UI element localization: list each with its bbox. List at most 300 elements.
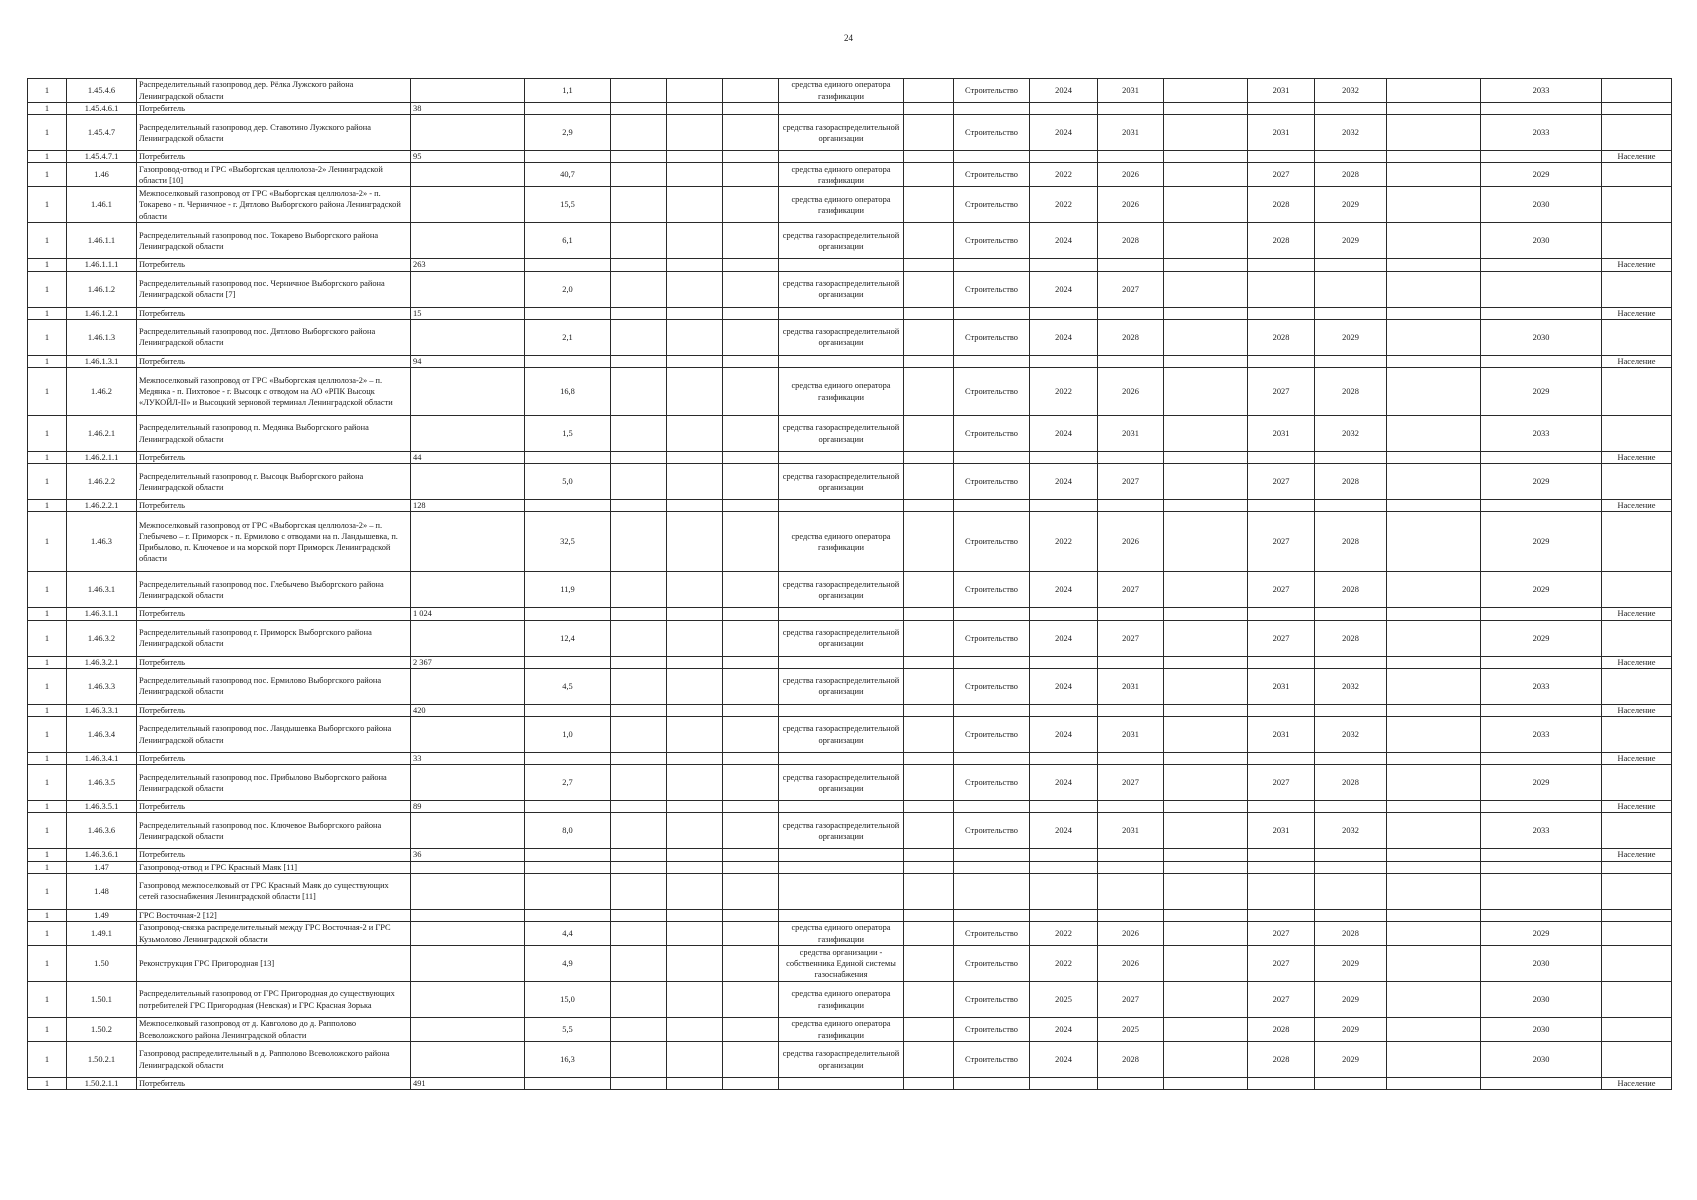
year-5-cell <box>1481 873 1602 909</box>
year-4-cell: 2028 <box>1315 620 1387 656</box>
empty-cell <box>611 765 667 801</box>
empty-cell <box>904 512 954 572</box>
consumers-cell <box>411 922 525 946</box>
empty-cell <box>723 1018 779 1042</box>
empty-cell <box>1164 1042 1248 1078</box>
year-4-cell <box>1315 861 1387 873</box>
year-5-cell: 2033 <box>1481 79 1602 103</box>
code-cell: 1.46.1.3 <box>67 319 137 355</box>
consumers-cell <box>411 717 525 753</box>
empty-cell <box>723 922 779 946</box>
year-4-cell <box>1315 849 1387 861</box>
empty-cell <box>667 765 723 801</box>
object-name-cell: Потребитель <box>137 608 411 620</box>
end-year-cell <box>1098 452 1164 464</box>
start-year-cell: 2024 <box>1030 717 1098 753</box>
level-cell: 1 <box>28 922 67 946</box>
category-cell: Население <box>1602 608 1672 620</box>
activity-type-cell <box>954 259 1030 271</box>
empty-cell <box>1387 572 1481 608</box>
empty-cell <box>667 416 723 452</box>
code-cell: 1.46.3.4 <box>67 717 137 753</box>
empty-cell <box>723 115 779 151</box>
start-year-cell: 2024 <box>1030 464 1098 500</box>
level-cell: 1 <box>28 704 67 716</box>
end-year-cell <box>1098 355 1164 367</box>
activity-type-cell <box>954 656 1030 668</box>
year-3-cell <box>1248 103 1315 115</box>
category-cell <box>1602 717 1672 753</box>
table-row <box>28 79 1672 103</box>
empty-cell <box>904 849 954 861</box>
level-cell: 1 <box>28 873 67 909</box>
consumers-cell <box>411 187 525 223</box>
start-year-cell: 2024 <box>1030 668 1098 704</box>
empty-cell <box>667 801 723 813</box>
start-year-cell: 2024 <box>1030 319 1098 355</box>
year-5-cell: 2030 <box>1481 1018 1602 1042</box>
empty-cell <box>1164 271 1248 307</box>
empty-cell <box>1164 464 1248 500</box>
year-3-cell: 2027 <box>1248 922 1315 946</box>
year-3-cell <box>1248 704 1315 716</box>
length-cell: 5,5 <box>525 1018 611 1042</box>
length-cell <box>525 452 611 464</box>
empty-cell <box>1387 717 1481 753</box>
object-name-cell: Распределительный газопровод дер. Рёлка Лужского района Ленинградской области <box>137 79 411 103</box>
gas-pipeline-table <box>27 78 1672 1090</box>
empty-cell <box>667 79 723 103</box>
empty-cell <box>723 464 779 500</box>
empty-cell <box>723 79 779 103</box>
consumers-cell: 128 <box>411 500 525 512</box>
empty-cell <box>1164 909 1248 921</box>
empty-cell <box>1387 922 1481 946</box>
empty-cell <box>904 656 954 668</box>
length-cell <box>525 307 611 319</box>
level-cell: 1 <box>28 103 67 115</box>
empty-cell <box>904 307 954 319</box>
level-cell: 1 <box>28 151 67 163</box>
object-name-cell: Межпоселковый газопровод от д. Кавголово до д. Рапполово Всеволожского района Ленинградской области <box>137 1018 411 1042</box>
start-year-cell: 2022 <box>1030 512 1098 572</box>
end-year-cell: 2026 <box>1098 946 1164 982</box>
year-4-cell <box>1315 608 1387 620</box>
year-4-cell <box>1315 355 1387 367</box>
consumers-cell <box>411 620 525 656</box>
empty-cell <box>904 355 954 367</box>
end-year-cell: 2027 <box>1098 982 1164 1018</box>
empty-cell <box>904 668 954 704</box>
end-year-cell: 2026 <box>1098 512 1164 572</box>
code-cell: 1.46.2.2 <box>67 464 137 500</box>
object-name-cell: Распределительный газопровод пос. Прибылово Выборгского района Ленинградской области <box>137 765 411 801</box>
year-3-cell <box>1248 909 1315 921</box>
funding-source-cell: средства газораспределительной организации <box>779 115 904 151</box>
length-cell <box>525 849 611 861</box>
empty-cell <box>723 319 779 355</box>
empty-cell <box>723 572 779 608</box>
category-cell <box>1602 765 1672 801</box>
empty-cell <box>1387 500 1481 512</box>
code-cell: 1.50.2.1.1 <box>67 1078 137 1090</box>
year-5-cell <box>1481 500 1602 512</box>
empty-cell <box>1387 704 1481 716</box>
length-cell <box>525 1078 611 1090</box>
empty-cell <box>611 861 667 873</box>
object-name-cell: Реконструкция ГРС Пригородная [13] <box>137 946 411 982</box>
year-5-cell: 2030 <box>1481 223 1602 259</box>
year-4-cell <box>1315 259 1387 271</box>
empty-cell <box>1164 512 1248 572</box>
empty-cell <box>1387 187 1481 223</box>
start-year-cell: 2024 <box>1030 1018 1098 1042</box>
length-cell: 6,1 <box>525 223 611 259</box>
year-3-cell: 2027 <box>1248 512 1315 572</box>
year-4-cell: 2029 <box>1315 223 1387 259</box>
empty-cell <box>1387 753 1481 765</box>
year-5-cell: 2033 <box>1481 416 1602 452</box>
length-cell: 1,5 <box>525 416 611 452</box>
object-name-cell: ГРС Восточная-2 [12] <box>137 909 411 921</box>
empty-cell <box>723 163 779 187</box>
activity-type-cell: Строительство <box>954 271 1030 307</box>
level-cell: 1 <box>28 319 67 355</box>
length-cell <box>525 656 611 668</box>
category-cell <box>1602 223 1672 259</box>
empty-cell <box>1387 801 1481 813</box>
consumers-cell: 420 <box>411 704 525 716</box>
empty-cell <box>723 668 779 704</box>
start-year-cell <box>1030 307 1098 319</box>
consumers-cell <box>411 271 525 307</box>
start-year-cell: 2024 <box>1030 79 1098 103</box>
table-row <box>28 464 1672 500</box>
year-5-cell: 2029 <box>1481 163 1602 187</box>
activity-type-cell <box>954 704 1030 716</box>
funding-source-cell: средства газораспределительной организации <box>779 416 904 452</box>
empty-cell <box>1164 355 1248 367</box>
empty-cell <box>1164 416 1248 452</box>
activity-type-cell: Строительство <box>954 1018 1030 1042</box>
object-name-cell: Потребитель <box>137 704 411 716</box>
year-4-cell: 2028 <box>1315 572 1387 608</box>
code-cell: 1.49 <box>67 909 137 921</box>
empty-cell <box>611 1018 667 1042</box>
length-cell <box>525 753 611 765</box>
level-cell: 1 <box>28 861 67 873</box>
empty-cell <box>1164 765 1248 801</box>
consumers-cell: 2 367 <box>411 656 525 668</box>
empty-cell <box>1387 1018 1481 1042</box>
activity-type-cell <box>954 861 1030 873</box>
code-cell: 1.45.4.6.1 <box>67 103 137 115</box>
length-cell: 2,7 <box>525 765 611 801</box>
start-year-cell <box>1030 259 1098 271</box>
funding-source-cell <box>779 909 904 921</box>
empty-cell <box>1164 813 1248 849</box>
year-4-cell <box>1315 271 1387 307</box>
start-year-cell <box>1030 151 1098 163</box>
code-cell: 1.46.2 <box>67 368 137 416</box>
empty-cell <box>1164 753 1248 765</box>
level-cell: 1 <box>28 765 67 801</box>
year-5-cell: 2030 <box>1481 982 1602 1018</box>
funding-source-cell: средства газораспределительной организации <box>779 717 904 753</box>
funding-source-cell <box>779 656 904 668</box>
object-name-cell: Распределительный газопровод пос. Ключевое Выборгского района Ленинградской области <box>137 813 411 849</box>
object-name-cell: Потребитель <box>137 801 411 813</box>
category-cell <box>1602 512 1672 572</box>
table-row <box>28 873 1672 909</box>
empty-cell <box>1164 620 1248 656</box>
empty-cell <box>904 620 954 656</box>
object-name-cell: Потребитель <box>137 355 411 367</box>
year-3-cell: 2028 <box>1248 319 1315 355</box>
end-year-cell: 2025 <box>1098 1018 1164 1042</box>
consumers-cell <box>411 1018 525 1042</box>
code-cell: 1.46.3 <box>67 512 137 572</box>
table-row <box>28 717 1672 753</box>
year-4-cell <box>1315 656 1387 668</box>
consumers-cell: 36 <box>411 849 525 861</box>
funding-source-cell: средства единого оператора газификации <box>779 163 904 187</box>
activity-type-cell: Строительство <box>954 620 1030 656</box>
empty-cell <box>611 717 667 753</box>
year-5-cell <box>1481 1078 1602 1090</box>
end-year-cell <box>1098 849 1164 861</box>
consumers-cell <box>411 368 525 416</box>
empty-cell <box>667 512 723 572</box>
length-cell: 5,0 <box>525 464 611 500</box>
year-5-cell <box>1481 103 1602 115</box>
empty-cell <box>723 307 779 319</box>
activity-type-cell: Строительство <box>954 187 1030 223</box>
empty-cell <box>1164 163 1248 187</box>
year-4-cell: 2029 <box>1315 946 1387 982</box>
start-year-cell <box>1030 608 1098 620</box>
end-year-cell: 2031 <box>1098 813 1164 849</box>
year-3-cell <box>1248 861 1315 873</box>
empty-cell <box>723 103 779 115</box>
end-year-cell: 2026 <box>1098 368 1164 416</box>
end-year-cell <box>1098 259 1164 271</box>
empty-cell <box>1164 668 1248 704</box>
end-year-cell: 2028 <box>1098 223 1164 259</box>
empty-cell <box>1164 873 1248 909</box>
object-name-cell: Потребитель <box>137 103 411 115</box>
empty-cell <box>1164 982 1248 1018</box>
year-4-cell <box>1315 873 1387 909</box>
empty-cell <box>904 1018 954 1042</box>
code-cell: 1.46.1 <box>67 187 137 223</box>
empty-cell <box>1164 151 1248 163</box>
category-cell <box>1602 620 1672 656</box>
year-3-cell <box>1248 608 1315 620</box>
code-cell: 1.46.3.3.1 <box>67 704 137 716</box>
empty-cell <box>1164 656 1248 668</box>
year-4-cell <box>1315 753 1387 765</box>
level-cell: 1 <box>28 849 67 861</box>
activity-type-cell: Строительство <box>954 115 1030 151</box>
empty-cell <box>1387 307 1481 319</box>
empty-cell <box>611 103 667 115</box>
year-4-cell: 2028 <box>1315 512 1387 572</box>
year-3-cell: 2028 <box>1248 187 1315 223</box>
length-cell <box>525 801 611 813</box>
code-cell: 1.46.3.1.1 <box>67 608 137 620</box>
level-cell: 1 <box>28 355 67 367</box>
length-cell: 15,5 <box>525 187 611 223</box>
year-4-cell: 2032 <box>1315 813 1387 849</box>
year-3-cell <box>1248 656 1315 668</box>
year-3-cell: 2031 <box>1248 813 1315 849</box>
table-row <box>28 861 1672 873</box>
table-row <box>28 608 1672 620</box>
start-year-cell <box>1030 500 1098 512</box>
empty-cell <box>723 452 779 464</box>
consumers-cell <box>411 512 525 572</box>
empty-cell <box>723 765 779 801</box>
empty-cell <box>1164 187 1248 223</box>
empty-cell <box>1164 1018 1248 1042</box>
year-5-cell <box>1481 259 1602 271</box>
level-cell: 1 <box>28 79 67 103</box>
empty-cell <box>723 1078 779 1090</box>
empty-cell <box>1164 717 1248 753</box>
empty-cell <box>1387 319 1481 355</box>
activity-type-cell: Строительство <box>954 223 1030 259</box>
consumers-cell: 1 024 <box>411 608 525 620</box>
length-cell: 11,9 <box>525 572 611 608</box>
funding-source-cell <box>779 355 904 367</box>
empty-cell <box>723 704 779 716</box>
empty-cell <box>1164 307 1248 319</box>
year-3-cell: 2031 <box>1248 717 1315 753</box>
empty-cell <box>667 355 723 367</box>
year-5-cell <box>1481 608 1602 620</box>
level-cell: 1 <box>28 656 67 668</box>
level-cell: 1 <box>28 368 67 416</box>
object-name-cell: Распределительный газопровод п. Медянка Выборгского района Ленинградской области <box>137 416 411 452</box>
year-4-cell: 2032 <box>1315 668 1387 704</box>
activity-type-cell: Строительство <box>954 79 1030 103</box>
empty-cell <box>1164 1078 1248 1090</box>
year-5-cell <box>1481 849 1602 861</box>
empty-cell <box>1164 849 1248 861</box>
empty-cell <box>667 909 723 921</box>
activity-type-cell <box>954 151 1030 163</box>
start-year-cell <box>1030 849 1098 861</box>
start-year-cell: 2024 <box>1030 416 1098 452</box>
empty-cell <box>611 115 667 151</box>
empty-cell <box>611 922 667 946</box>
activity-type-cell: Строительство <box>954 922 1030 946</box>
object-name-cell: Межпоселковый газопровод от ГРС «Выборгская целлюлоза-2» – п. Глебычево – г. Приморск - п. Ермилово с отводами на п. Ландышевка, п. Прибылово, п. Ключевое и на морской порт Приморск Ленинградской области <box>137 512 411 572</box>
start-year-cell <box>1030 909 1098 921</box>
year-3-cell <box>1248 801 1315 813</box>
empty-cell <box>611 307 667 319</box>
year-4-cell: 2028 <box>1315 922 1387 946</box>
activity-type-cell: Строительство <box>954 982 1030 1018</box>
code-cell: 1.45.4.7 <box>67 115 137 151</box>
empty-cell <box>611 982 667 1018</box>
year-4-cell <box>1315 1078 1387 1090</box>
year-3-cell <box>1248 500 1315 512</box>
consumers-cell <box>411 909 525 921</box>
empty-cell <box>611 512 667 572</box>
empty-cell <box>1387 873 1481 909</box>
level-cell: 1 <box>28 717 67 753</box>
funding-source-cell <box>779 608 904 620</box>
category-cell <box>1602 1018 1672 1042</box>
consumers-cell: 491 <box>411 1078 525 1090</box>
year-3-cell <box>1248 307 1315 319</box>
empty-cell <box>1387 608 1481 620</box>
empty-cell <box>723 259 779 271</box>
empty-cell <box>667 982 723 1018</box>
year-3-cell: 2031 <box>1248 79 1315 103</box>
level-cell: 1 <box>28 572 67 608</box>
empty-cell <box>667 259 723 271</box>
object-name-cell: Потребитель <box>137 307 411 319</box>
year-5-cell: 2030 <box>1481 946 1602 982</box>
empty-cell <box>904 717 954 753</box>
year-5-cell: 2033 <box>1481 813 1602 849</box>
year-3-cell: 2027 <box>1248 572 1315 608</box>
empty-cell <box>904 873 954 909</box>
object-name-cell: Потребитель <box>137 500 411 512</box>
empty-cell <box>1387 765 1481 801</box>
year-5-cell: 2030 <box>1481 319 1602 355</box>
level-cell: 1 <box>28 909 67 921</box>
empty-cell <box>723 187 779 223</box>
empty-cell <box>723 861 779 873</box>
object-name-cell: Потребитель <box>137 753 411 765</box>
code-cell: 1.46.3.2.1 <box>67 656 137 668</box>
empty-cell <box>723 801 779 813</box>
consumers-cell <box>411 946 525 982</box>
empty-cell <box>1164 103 1248 115</box>
empty-cell <box>611 259 667 271</box>
consumers-cell <box>411 79 525 103</box>
consumers-cell: 263 <box>411 259 525 271</box>
start-year-cell: 2024 <box>1030 620 1098 656</box>
empty-cell <box>611 909 667 921</box>
empty-cell <box>1164 704 1248 716</box>
empty-cell <box>611 79 667 103</box>
empty-cell <box>723 620 779 656</box>
table-row <box>28 223 1672 259</box>
funding-source-cell <box>779 259 904 271</box>
category-cell <box>1602 668 1672 704</box>
table-row <box>28 187 1672 223</box>
empty-cell <box>667 1042 723 1078</box>
year-4-cell: 2032 <box>1315 79 1387 103</box>
year-4-cell <box>1315 500 1387 512</box>
empty-cell <box>667 608 723 620</box>
funding-source-cell <box>779 861 904 873</box>
category-cell <box>1602 187 1672 223</box>
empty-cell <box>611 464 667 500</box>
start-year-cell <box>1030 801 1098 813</box>
end-year-cell <box>1098 500 1164 512</box>
end-year-cell: 2026 <box>1098 187 1164 223</box>
length-cell <box>525 608 611 620</box>
year-4-cell <box>1315 909 1387 921</box>
empty-cell <box>723 608 779 620</box>
consumers-cell <box>411 572 525 608</box>
